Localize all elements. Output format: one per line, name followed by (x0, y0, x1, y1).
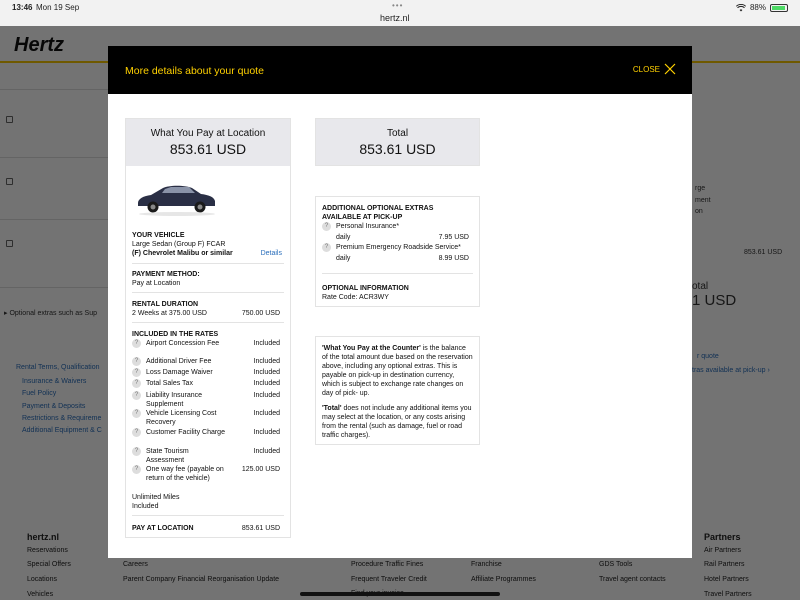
vehicle-class: Large Sedan (Group F) FCAR (132, 241, 226, 248)
divider (132, 292, 284, 293)
status-date: Mon 19 Sep (36, 3, 80, 12)
vehicle-heading: YOUR VEHICLE (132, 232, 185, 239)
vehicle-details-link[interactable]: Details (260, 250, 282, 257)
extra-price: 7.95 USD (438, 234, 469, 241)
rate-value: Included (253, 429, 280, 436)
duration-section (132, 300, 284, 318)
duration-heading: RENTAL DURATION (132, 301, 199, 308)
extra-name: Premium Emergency Roadside Service* (336, 244, 461, 251)
divider (132, 263, 284, 264)
help-icon[interactable]: ? (132, 465, 141, 474)
pay-at-location-heading: What You Pay at Location (150, 128, 266, 139)
rate-name: One way fee (payable on return of the vehicle) (146, 466, 224, 482)
duration-amount: 750.00 USD (241, 310, 280, 317)
status-time: 13:46 (12, 3, 33, 12)
help-icon[interactable]: ? (132, 379, 141, 388)
duration-value: 2 Weeks at 375.00 USD (132, 310, 207, 317)
rate-name: Airport Concession Fee (146, 340, 220, 347)
close-label: CLOSE (632, 64, 660, 74)
wifi-icon (736, 4, 746, 12)
extra-name: Personal Insurance* (336, 223, 400, 230)
rate-value: Included (253, 358, 280, 365)
pay-at-location-footer (132, 524, 284, 533)
status-indicators (736, 3, 788, 12)
unlimited-miles (132, 493, 284, 511)
home-indicator[interactable] (300, 592, 500, 596)
rate-value: Included (253, 410, 280, 417)
divider (132, 322, 284, 323)
notes-card (315, 336, 480, 445)
rate-name: Vehicle Licensing Cost Recovery (146, 410, 217, 426)
total-amount: 853.61 USD (359, 141, 436, 157)
address-bar-url[interactable]: hertz.nl (380, 13, 410, 23)
close-icon (664, 63, 676, 75)
unlimited-miles-value: Included (132, 503, 159, 510)
notes-p2-bold: 'Total' (322, 405, 342, 412)
rate-name: Additional Driver Fee (146, 358, 212, 365)
notes-paragraph-1 (322, 344, 473, 398)
rate-value: Included (253, 448, 280, 455)
car-image (135, 177, 217, 217)
optional-info-heading: OPTIONAL INFORMATION (322, 285, 409, 292)
help-icon[interactable]: ? (322, 222, 331, 231)
status-bar (0, 0, 800, 26)
help-icon[interactable]: ? (132, 409, 141, 418)
extra-period: daily (336, 234, 351, 241)
optional-info-section (322, 284, 473, 302)
extra-price: 8.99 USD (438, 255, 469, 262)
help-icon[interactable]: ? (132, 391, 141, 400)
help-icon[interactable]: ? (132, 357, 141, 366)
rate-code: Rate Code: ACR3WY (322, 294, 389, 301)
help-icon[interactable]: ? (322, 243, 331, 252)
rate-value: 125.00 USD (241, 466, 280, 473)
pay-at-location-amount: 853.61 USD (169, 141, 247, 157)
rate-name: Liability Insurance Supplement (146, 392, 203, 408)
unlimited-miles-label: Unlimited Miles (132, 494, 180, 501)
payment-heading: PAYMENT METHOD: (132, 271, 200, 278)
divider (322, 273, 473, 274)
rate-value: Included (253, 392, 280, 399)
quote-details-modal (108, 46, 692, 558)
help-icon[interactable]: ? (132, 447, 141, 456)
help-icon[interactable]: ? (132, 339, 141, 348)
rates-heading: INCLUDED IN THE RATES (132, 331, 219, 338)
battery-percent: 88% (749, 3, 766, 12)
pay-at-location-footer-amount: 853.61 USD (241, 525, 280, 532)
payment-value: Pay at Location (132, 280, 181, 287)
notes-p1-bold: 'What You Pay at the Counter' (322, 345, 421, 352)
total-card (315, 118, 480, 166)
notes-p2-text: does not include any additional items you may select at the location, or any costs arising from the rental (such as damage, fuel or road traffic charges). (322, 405, 472, 439)
help-icon[interactable]: ? (132, 428, 141, 437)
help-icon[interactable]: ? (132, 368, 141, 377)
extras-heading: ADDITIONAL OPTIONAL EXTRAS AVAILABLE AT PICK-UP (322, 205, 434, 221)
vehicle-section (132, 231, 284, 258)
total-heading: Total (386, 128, 409, 139)
vehicle-model: (F) Chevrolet Malibu or similar (132, 250, 233, 257)
pay-at-location-card (125, 118, 291, 538)
rate-name: Customer Facility Charge (146, 429, 225, 436)
modal-title: More details about your quote (125, 65, 264, 77)
modal-header (108, 46, 692, 94)
rate-name: State Tourism Assessment (146, 448, 189, 464)
notes-p1-text: is the balance of the total amount due based on the reservation above, including any optional extras. This is payable on pick-up in destination currency, which is subject to exchange rate changes on day of pick- up. (322, 345, 473, 397)
rate-name: Total Sales Tax (146, 380, 193, 387)
tab-dots[interactable]: ••• (392, 1, 404, 10)
extras-card (315, 196, 480, 307)
rate-value: Included (253, 369, 280, 376)
close-button[interactable] (633, 63, 676, 75)
rate-value: Included (253, 380, 280, 387)
payment-section (132, 270, 284, 288)
pay-at-location-footer-label: PAY AT LOCATION (132, 525, 194, 532)
rate-value: Included (253, 340, 280, 347)
battery-icon (770, 4, 788, 12)
extra-period: daily (336, 255, 351, 262)
rate-name: Loss Damage Waiver (146, 369, 213, 376)
pay-at-location-header (126, 119, 290, 166)
divider (132, 515, 284, 516)
notes-paragraph-2 (322, 404, 473, 440)
total-header (316, 119, 479, 165)
